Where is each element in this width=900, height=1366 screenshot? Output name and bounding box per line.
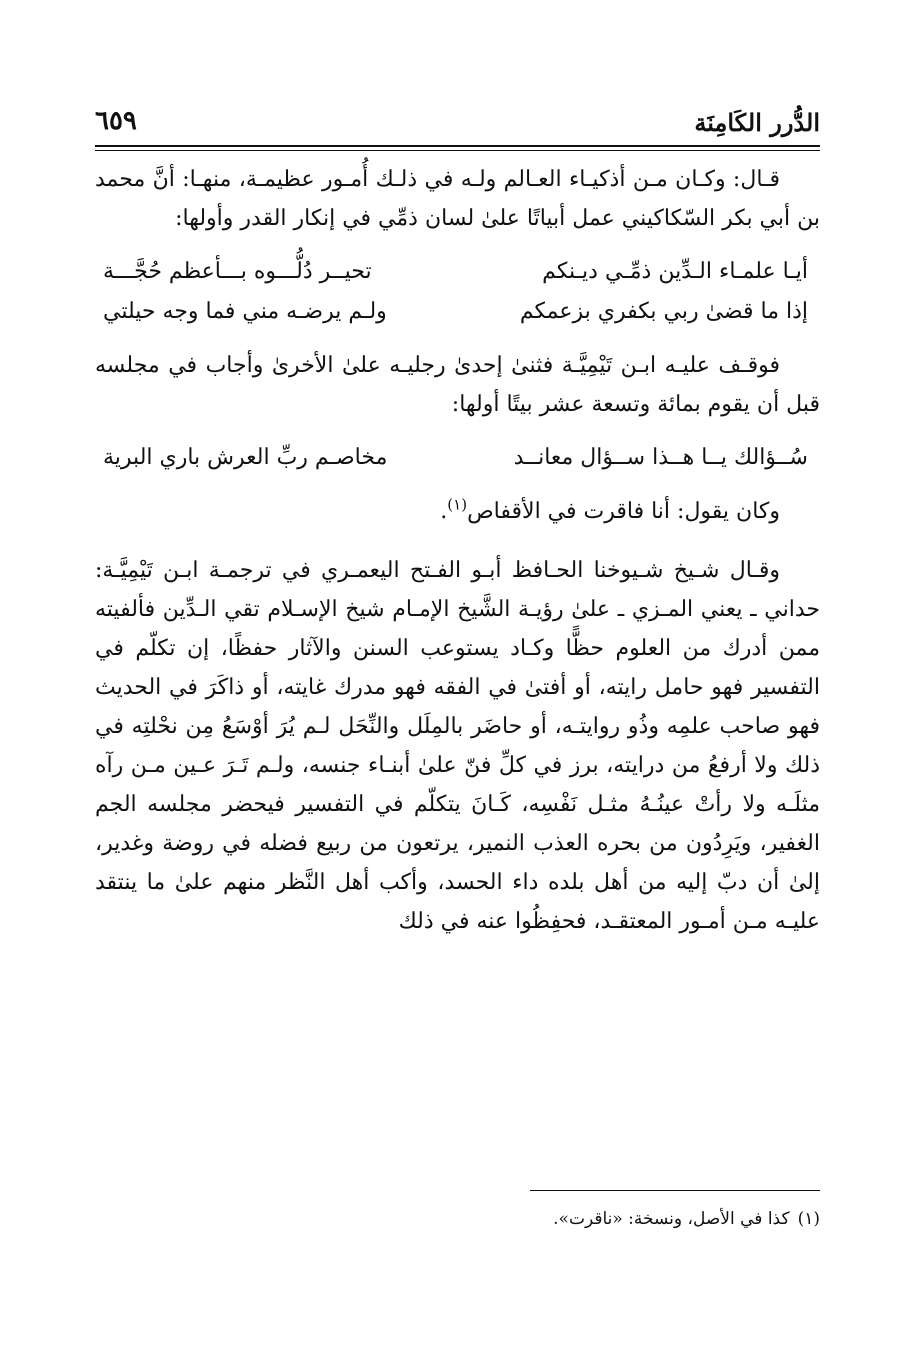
running-header bbox=[95, 104, 820, 144]
paragraph bbox=[95, 492, 820, 531]
verse-block bbox=[95, 438, 820, 478]
verse-second-hemistich: مخاصـم ربِّ العرش باري البرية bbox=[103, 445, 388, 470]
footnote-separator bbox=[530, 1190, 820, 1191]
verse-line bbox=[95, 252, 820, 292]
main-text bbox=[95, 160, 820, 941]
footnote-text: كذا في الأصل، ونسخة: «ناقرت». bbox=[553, 1209, 790, 1229]
verse-line bbox=[95, 292, 820, 332]
header-rule-thin bbox=[95, 150, 820, 151]
paragraph-end: . bbox=[440, 499, 448, 524]
footnote-reference[interactable]: (١) bbox=[447, 495, 468, 514]
verse-line bbox=[95, 438, 820, 478]
page-number: ٦٥٩ bbox=[95, 106, 137, 136]
verse-first-hemistich: أيـا علمـاء الـدِّين ذمِّـي ديـنكم bbox=[542, 259, 808, 284]
footnote-marker: (١) bbox=[797, 1209, 820, 1229]
paragraph: قـال: وكـان مـن أذكيـاء العـالم ولـه في ذلـك أُمـور عظيمـة، منهـا: أنَّ محمد بن أبي بكر السّكاكيني عمل أبياتًا علىٰ لسان ذمِّي في إنكار القدر وأولها: bbox=[95, 167, 820, 231]
verse-first-hemistich: إذا ما قضىٰ ربي بكفري بزعمكم bbox=[519, 299, 808, 324]
book-title: الدُّرر الكَامِنَة bbox=[694, 108, 820, 137]
paragraph: فوقـف عليـه ابـن تَيْمِيَّـة فثنىٰ إحدىٰ رجليـه علىٰ الأخرىٰ وأجاب في مجلسه قبل أن يقوم بمائة وتسعة عشر بيتًا أولها: bbox=[95, 353, 820, 417]
verse-block bbox=[95, 252, 820, 332]
footnote bbox=[95, 1206, 820, 1232]
verse-first-hemistich: سُــؤالك يــا هــذا ســؤال معانــد bbox=[513, 445, 808, 470]
verse-second-hemistich: تحيــر دُلُّـــوه بـــأعظم حُجَّـــة bbox=[103, 259, 372, 284]
verse-second-hemistich: ولـم يرضـه مني فما وجه حيلتي bbox=[103, 299, 387, 324]
header-rule-thick bbox=[95, 145, 820, 147]
paragraph-text: وكان يقول: أنا فاقرت في الأقفاص bbox=[467, 499, 780, 524]
paragraph: وقـال شـيخ شـيوخنا الحـافظ أبـو الفـتح اليعمـري في ترجمـة ابـن تَيْمِيَّـة: حداني ـ يعني المـزي ـ علىٰ رؤيـة الشَّيخ الإمـام شيخ الإسـلام تقي الـدِّين فألفيته ممن أدرك من العلوم حظًّا وكـاد يستوعب السنن والآثار حفظًا، إن تكلّم في التفسير فهو حامل رايته، أو أفتىٰ في الفقه فهو مدرك غايته، أو ذاكَرَ في الحديث فهو صاحب علمِه وذُو روايتـه، أو حاضَر بالمِلَل والنِّحَل لـم يُرَ أوْسَعُ مِن نحْلتِه في ذلك ولا أرفعُ من درايته، برز في كلِّ فنّ علىٰ أبنـاء جنسه، ولـم تَـرَ عـين مـن رآه مثلَـه ولا رأتْ عينُـهُ مثـل نَفْسِه، كَـانَ يتكلّم في التفسير فيحضر مجلسه الجم الغفير، ويَرِدُون من بحره العذب النمير، يرتعون من ربيع فضله في روضة وغدير، إلىٰ أن دبّ إليه من أهل بلده داء الحسد، وأكب أهل النَّظر منهم علىٰ ما ينتقد عليـه مـن أمـور المعتقـد، فحفِظُوا عنه في ذلك bbox=[95, 558, 820, 934]
